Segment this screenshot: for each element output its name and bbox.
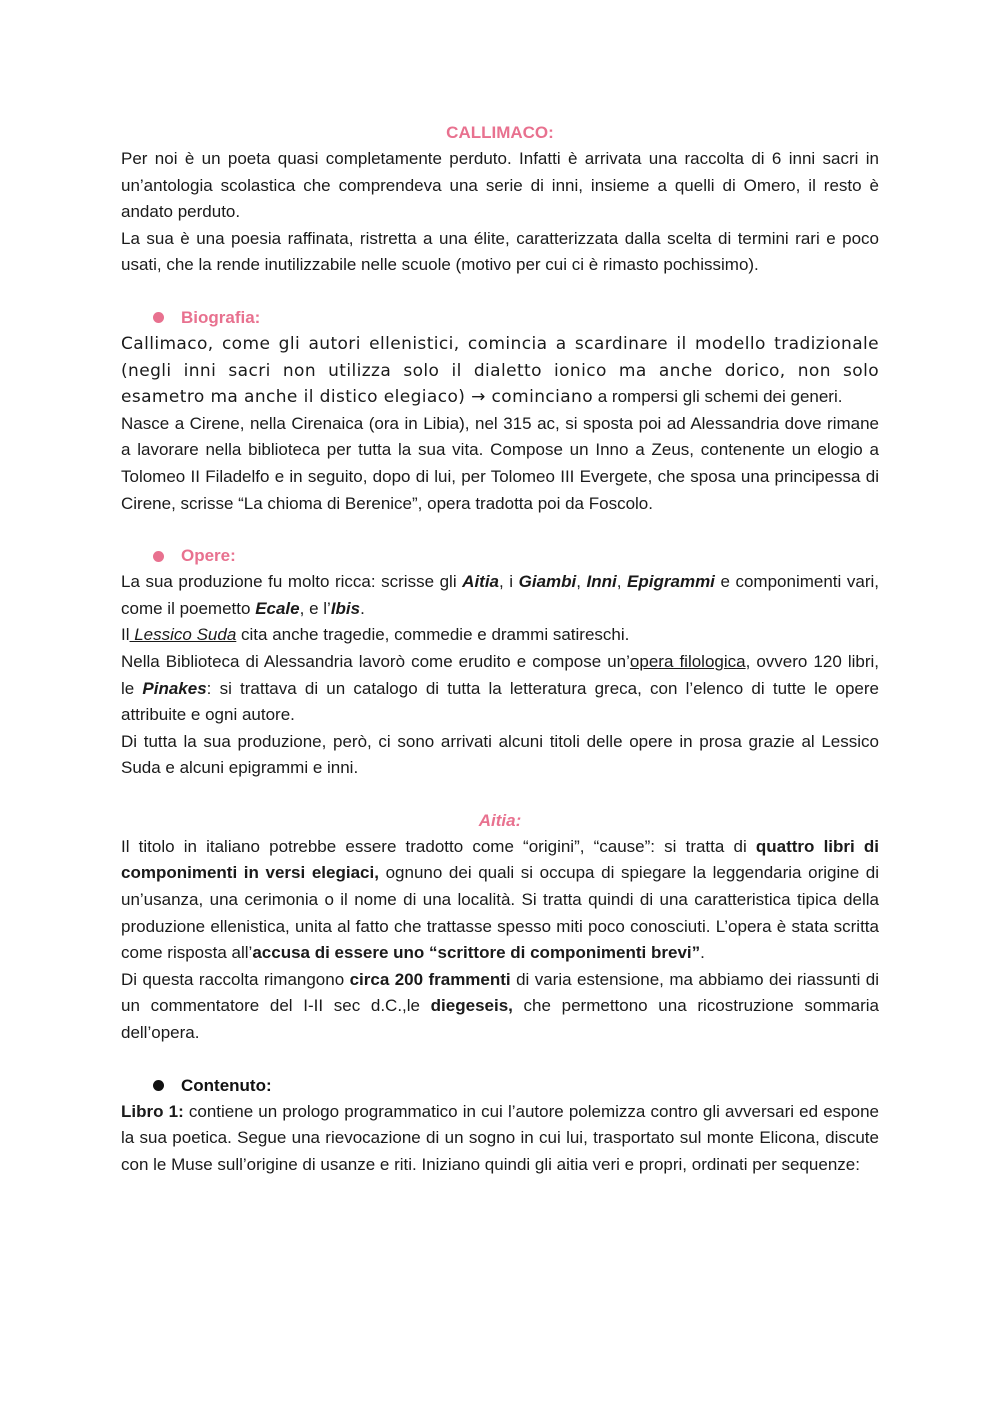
spacer bbox=[121, 782, 879, 808]
intro-paragraph-2: La sua è una poesia raffinata, ristretta a una élite, caratterizzata dalla scelta di termini rari e poco usati, che la rende inutilizzabile nelle scuole (motivo per cui ci è rimasto pochissimo). bbox=[121, 228, 879, 275]
work-title-pinakes: Pinakes bbox=[142, 678, 207, 698]
text: che permettono una ricostruzione sommaria dell’opera. bbox=[121, 996, 879, 1043]
work-title-ibis: Ibis bbox=[330, 598, 361, 618]
section-title-aitia: Aitia: bbox=[478, 810, 522, 830]
work-title-ecale: Ecale bbox=[255, 598, 300, 618]
book-label: Libro 1: bbox=[121, 1101, 184, 1121]
opere-paragraph-3 bbox=[121, 649, 879, 729]
spacer bbox=[121, 517, 879, 543]
section-heading-contenuto bbox=[121, 1073, 879, 1099]
bold-text: circa 200 frammenti bbox=[349, 969, 511, 989]
aitia-paragraph-2 bbox=[121, 967, 879, 1047]
section-label: Biografia: bbox=[181, 307, 261, 327]
text: , e l’ bbox=[299, 598, 331, 618]
text: . bbox=[360, 598, 365, 618]
opere-paragraph-1 bbox=[121, 569, 879, 622]
section-label: Contenuto: bbox=[181, 1075, 272, 1095]
text: Nella Biblioteca di Alessandria lavorò come erudito e compose un’ bbox=[121, 651, 630, 671]
text: : si trattava di un catalogo di tutta la letteratura greca, con l’elenco di tutte le opere attribuite e ogni autore. bbox=[121, 678, 879, 725]
spacer bbox=[121, 1047, 879, 1073]
work-title-aitia: Aitia bbox=[462, 572, 500, 592]
aitia-paragraph-1 bbox=[121, 834, 879, 967]
biografia-paragraph-2: Nasce a Cirene, nella Cirenaica (ora in Libia), nel 315 ac, si sposta poi ad Alessandria dove rimane a lavorare nella biblioteca per tutta la sua vita. Compose un Inno a Zeus, contenente un elogio a Tolomeo II Filadelfo e in seguito, dopo di lui, per Tolomeo III Evergete, che sposa una principessa di Cirene, scrisse “La chioma di Berenice”, opera tradotta poi da Foscolo. bbox=[121, 413, 879, 513]
bold-text: quattro libri di componimenti in versi elegiaci, bbox=[121, 836, 879, 883]
text: La sua produzione fu molto ricca: scrisse gli bbox=[121, 572, 463, 592]
bullet-icon bbox=[153, 1080, 164, 1091]
text: e componimenti vari, come il poemetto bbox=[121, 572, 879, 618]
spacer bbox=[121, 279, 879, 305]
intro-paragraph-1: Per noi è un poeta quasi completamente perduto. Infatti è arrivata una raccolta di 6 inni sacri in un’antologia scolastica che comprendeva una serie di inni, insieme a quelli di Omero, il resto è andato perduto. bbox=[121, 149, 879, 222]
text: cita anche tragedie, commedie e drammi satireschi. bbox=[236, 625, 630, 645]
bullet-icon bbox=[153, 551, 164, 562]
work-title-inni: Inni bbox=[586, 572, 617, 592]
text: di varia estensione, ma abbiamo dei riassunti di un commentatore del I-II sec d.C.,le bbox=[121, 969, 879, 1016]
bullet-icon bbox=[153, 312, 164, 323]
text: contiene un prologo programmatico in cui l’autore polemizza contro gli avversari ed espone la sua poetica. Segue una rievocazione di un sogno in cui lui, trasportato sul monte Elicona, discute con le Muse sull’origine di usanze e riti. Iniziano quindi gli aitia veri e propri, ordinati per sequenze: bbox=[121, 1101, 879, 1174]
text: , bbox=[616, 572, 628, 592]
text: Di questa raccolta rimangono bbox=[121, 969, 350, 989]
biografia-text-a: Callimaco, come gli autori ellenistici, comincia a scardinare il modello tradizionale (negli inni sacri non utilizza solo il dialetto ionico ma anche dorico, non solo esametro ma anche il distico elegiaco) → cominciano bbox=[121, 333, 879, 408]
opera-filologica-link: opera filologica bbox=[629, 651, 746, 671]
bold-text: diegeseis, bbox=[430, 996, 513, 1016]
text: Il titolo in italiano potrebbe essere tradotto come “origini”, “cause”: si tratta di bbox=[121, 836, 756, 856]
text: ognuno dei quali si occupa di spiegare la leggendaria origine di un’usanza, una cerimonia o il nome di una località. Si tratta quindi di una caratteristica tipica della produzione ellenistica, unita al fatto che trattasse spesso miti poco conosciuti. L’opera è stata scritta come risposta all’ bbox=[121, 863, 880, 963]
section-heading-biografia bbox=[121, 305, 879, 331]
text: , bbox=[576, 572, 587, 592]
contenuto-paragraph-1 bbox=[121, 1099, 879, 1179]
section-heading-opere bbox=[121, 543, 879, 569]
opere-paragraph-2 bbox=[121, 622, 879, 649]
text: Il bbox=[121, 625, 130, 645]
text: , ovvero 120 libri, le bbox=[121, 651, 879, 698]
biografia-paragraph-1 bbox=[121, 331, 879, 411]
text: , i bbox=[499, 572, 519, 592]
work-title-epigrammi: Epigrammi bbox=[627, 572, 715, 592]
opere-paragraph-4: Di tutta la sua produzione, però, ci sono arrivati alcuni titoli delle opere in prosa grazie al Lessico Suda e alcuni epigrammi e inni. bbox=[121, 731, 879, 778]
work-title-giambi: Giambi bbox=[518, 572, 577, 592]
biografia-text-b: a rompersi gli schemi dei generi. bbox=[593, 387, 843, 407]
bold-text: accusa di essere uno “scrittore di componimenti brevi” bbox=[252, 943, 701, 963]
text: . bbox=[700, 943, 705, 963]
page-title: CALLIMACO: bbox=[446, 123, 554, 142]
lessico-suda-link: Lessico Suda bbox=[129, 625, 237, 645]
section-label: Opere: bbox=[181, 546, 236, 566]
